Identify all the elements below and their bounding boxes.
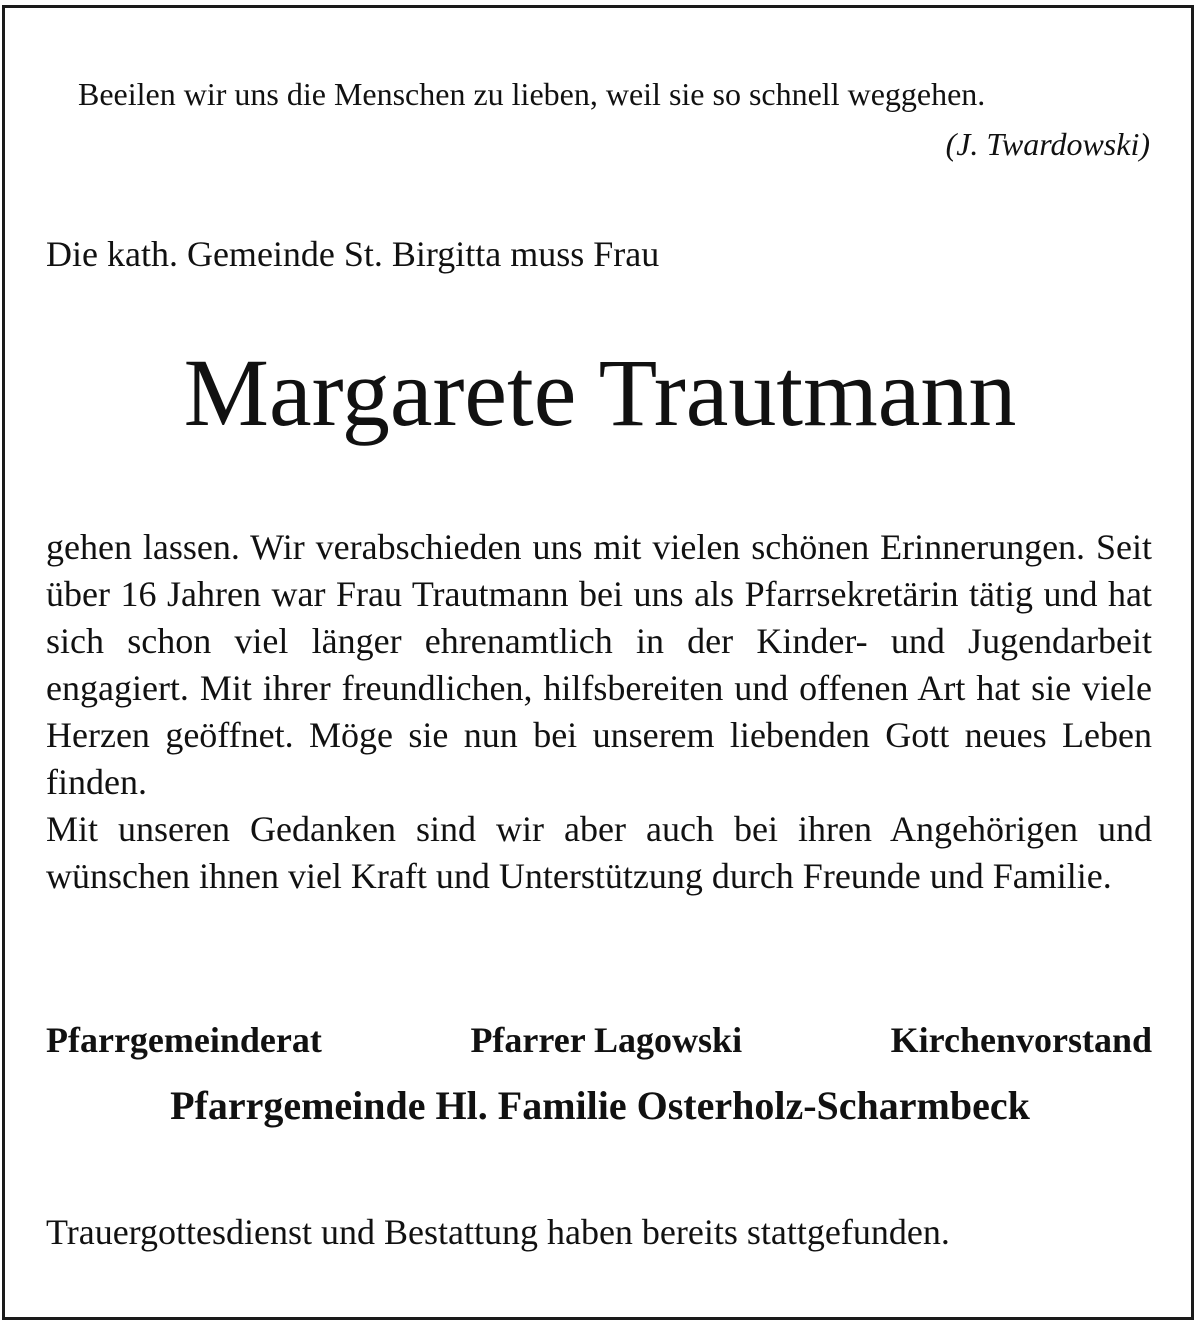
deceased-name: Margarete Trautmann — [183, 339, 1017, 446]
service-note: Trauergottesdienst und Bestattung haben bereits stattgefunden. — [46, 1212, 950, 1252]
signer-pfarrgemeinderat: Pfarrgemeinderat — [46, 1020, 322, 1060]
signers-row — [46, 1018, 1152, 1062]
intro-line: Die kath. Gemeinde St. Birgitta muss Frau — [46, 234, 660, 274]
signer-pfarrer: Pfarrer Lagowski — [470, 1020, 743, 1060]
signer-kirchenvorstand: Kirchenvorstand — [890, 1020, 1152, 1060]
tribute-text — [46, 524, 1152, 900]
parish-name: Pfarrgemeinde Hl. Familie Osterholz-Scharmbeck — [170, 1083, 1030, 1128]
tribute-paragraph: gehen lassen. Wir verabschieden uns mit vielen schönen Erinnerungen. Seit über 16 Jahren war Frau Trautmann bei uns als Pfarrsekretärin tätig und hat sich schon viel länger ehrenamtlich in der Kinder- und Jugendarbeit engagiert. Mit ihrer freundlichen, hilfsbereiten und offenen Art hat sie viele Herzen geöffnet. Möge sie nun bei unserem liebenden Gott neues Leben finden. — [46, 527, 1152, 802]
epigraph-quote: Beeilen wir uns die Menschen zu lieben, weil sie so schnell weggehen. — [78, 76, 986, 112]
epigraph-author: (J. Twardowski) — [945, 126, 1150, 162]
condolence-paragraph: Mit unseren Gedanken sind wir aber auch bei ihren Angehörigen und wünschen ihnen viel Kraft und Unterstützung durch Freunde und Familie. — [46, 809, 1152, 896]
